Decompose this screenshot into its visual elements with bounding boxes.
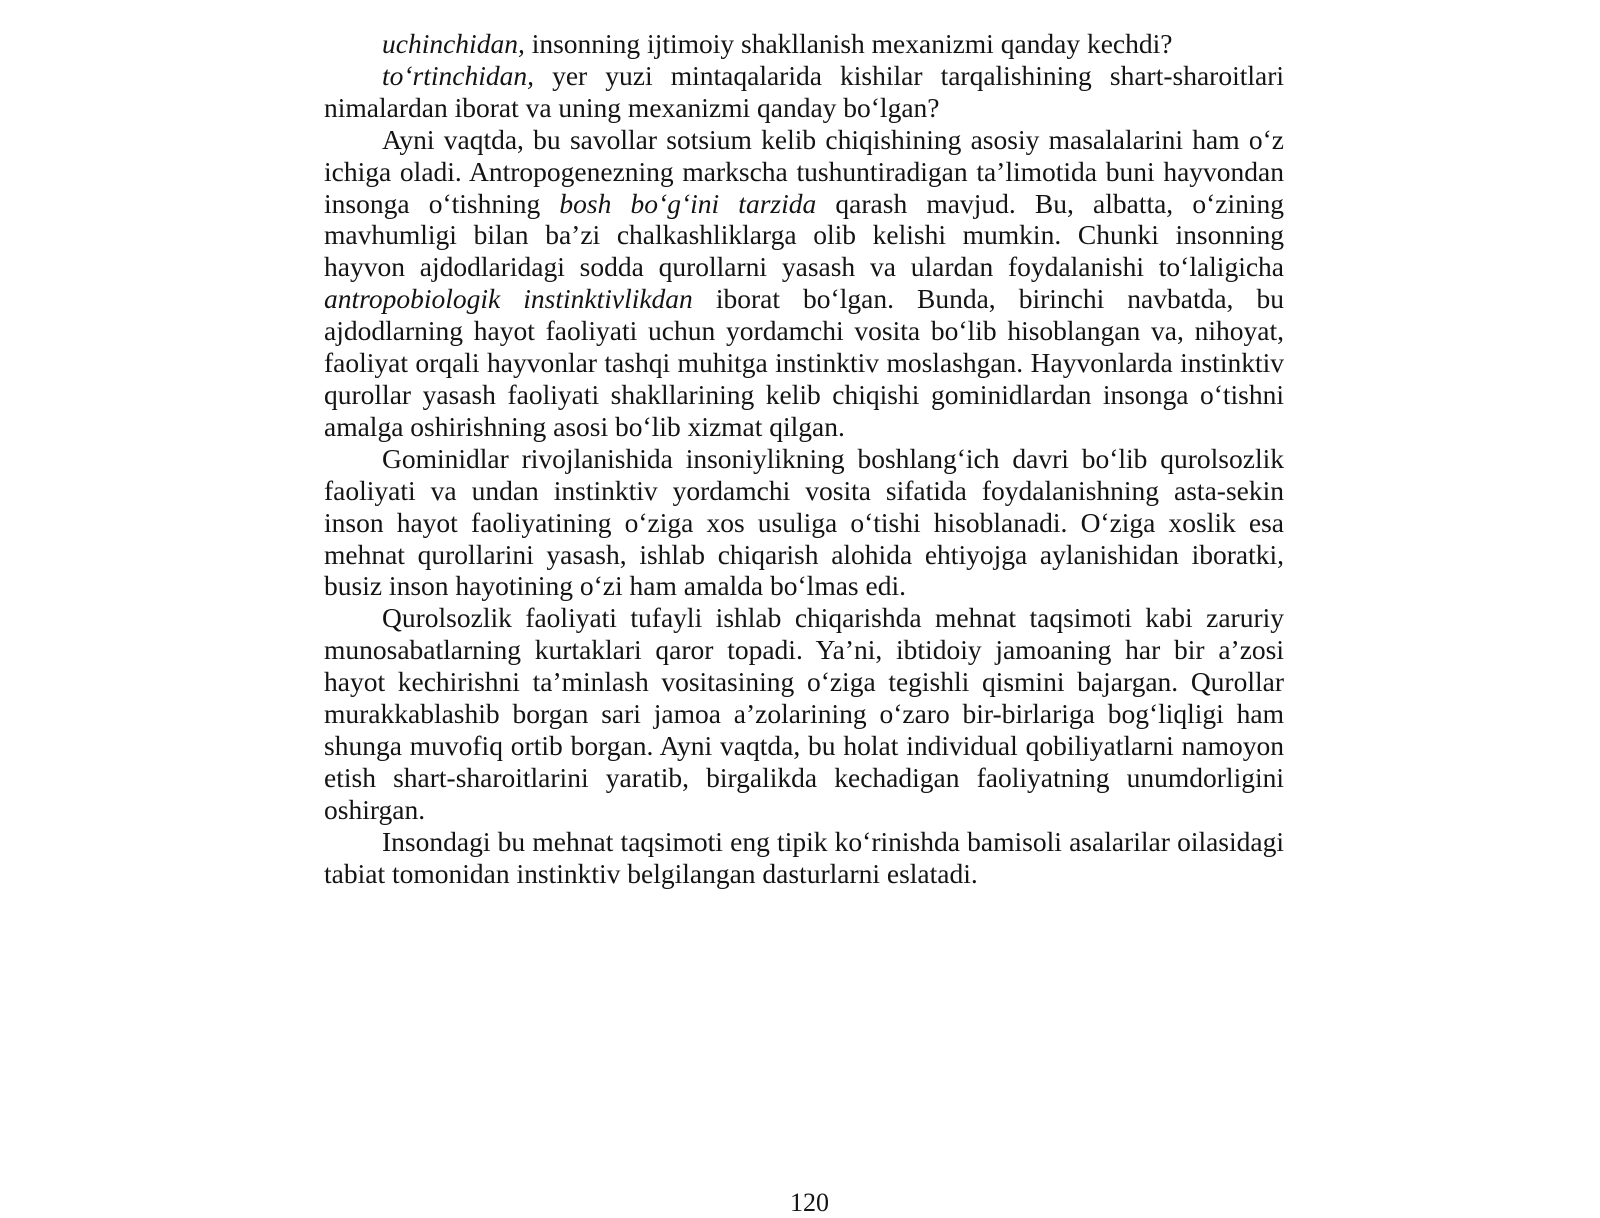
text-segment-italic: to‘rtinchidan,	[382, 59, 535, 91]
text-segment: iborat bo‘lgan. Bunda, birinchi navbatda, bu ajdodlarning hayot faoliyati uchun yordamchi vosita bo‘lib hisoblangan va, nihoyat, faoliyat orqali hayvonlar tashqi muhitga instinktiv moslashgan. Hayvonlarda instinktiv qurollar yasash faoliyati shakllarining kelib chiqishi gominidlardan insonga o‘tishni amalga oshirishning asosi bo‘lib xizmat qilgan.	[324, 283, 1284, 442]
paragraph	[324, 28, 1284, 60]
paragraph	[324, 602, 1284, 825]
text-segment: qarash mavjud. Bu, albatta, o‘zining mavhumligi bilan ba’zi chalkashliklarga olib kelishi mumkin. Chunki insonning hayvon ajdodlaridagi sodda qurollarni yasash va ulardan foydalanishi to‘laligicha	[324, 187, 1284, 283]
paragraph	[324, 826, 1284, 890]
text-segment: yer yuzi mintaqalarida kishilar tarqalishining shart-sharoitlari nimalardan iborat va uning mexanizmi qanday bo‘lgan?	[324, 59, 1284, 123]
text-segment-italic: antropobiologik instinktivlikdan	[324, 283, 693, 315]
text-segment: insonning ijtimoiy shakllanish mexanizmi qanday kechdi?	[524, 28, 1173, 59]
text-segment: Qurolsozlik faoliyati tufayli ishlab chiqarishda mehnat taqsimoti kabi zaruriy munosabatlarning kurtaklari qaror topadi. Ya’ni, ibtidoiy jamoaning har bir a’zosi hayot kechirishni ta’minlash vositasining o‘ziga tegishli qismini bajargan. Qurollar murakkablashib borgan sari jamoa a’zolarining o‘zaro bir-birlariga bog‘liqligi ham shunga muvofiq ortib borgan. Ayni vaqtda, bu holat individual qobiliyatlarni namoyon etish shart-sharoitlarini yaratib, birgalikda kechadigan faoliyatning unumdorligini oshirgan.	[324, 602, 1284, 825]
text-segment: Ayni vaqtda, bu savollar sotsium kelib chiqishining asosiy masalalarini ham o‘z ichiga oladi. Antropogenezning markscha tushuntiradigan ta’limotida buni hayvondan insonga o‘tishning	[324, 123, 1284, 219]
text-segment: Gominidlar rivojlanishida insoniylikning boshlang‘ich davri bo‘lib qurolsozlik faoliyati va undan instinktiv yordamchi vosita sifatida foydalanishning asta-sekin inson hayot faoliyatining o‘ziga xos usuliga o‘tishi hisoblanadi. O‘ziga xoslik esa mehnat qurollarini yasash, ishlab chiqarish alohida ehtiyojga aylanishidan iboratki, busiz inson hayotining o‘zi ham amalda bo‘lmas edi.	[324, 442, 1284, 602]
text-segment-italic: bosh bo‘g‘ini tarzida	[559, 187, 817, 219]
paragraph	[324, 60, 1284, 124]
text-segment-italic: uchinchidan,	[382, 28, 525, 59]
page-number: 120	[790, 1188, 829, 1217]
paragraph	[324, 443, 1284, 603]
text-segment: Insondagi bu mehnat taqsimoti eng tipik ko‘rinishda bamisoli asalarilar oilasidagi tabiat tomonidan instinktiv belgilangan dasturlarni eslatadi.	[324, 825, 1284, 889]
document-page	[324, 28, 1284, 889]
paragraph	[324, 124, 1284, 443]
